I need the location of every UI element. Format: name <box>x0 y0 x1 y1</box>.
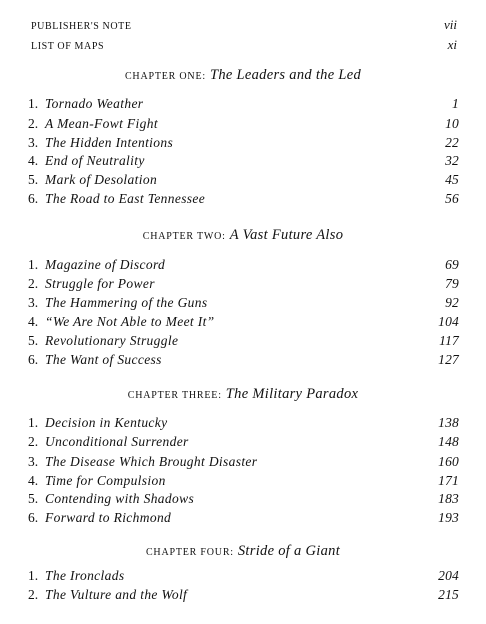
toc-entry <box>28 172 459 190</box>
toc-entry <box>28 454 459 472</box>
section-title: Revolutionary Struggle <box>45 333 179 348</box>
section-page: 193 <box>438 510 459 525</box>
front-matter-label: PUBLISHER'S NOTE <box>31 21 132 32</box>
section-page: 10 <box>445 116 459 131</box>
toc-entry <box>28 116 459 134</box>
section-page: 92 <box>445 295 459 310</box>
section-page: 117 <box>439 333 459 348</box>
section-title: Contending with Shadows <box>45 491 195 506</box>
section-title: The Hidden Intentions <box>45 135 174 150</box>
section-title: The Ironclads <box>45 568 125 583</box>
section-number: 1. <box>28 96 39 111</box>
chapter-number: CHAPTER FOUR: <box>145 547 234 558</box>
section-page: 22 <box>445 135 459 150</box>
section-title: A Mean-Fowt Fight <box>45 116 158 131</box>
section-page: 79 <box>445 276 459 291</box>
toc-entry <box>28 96 459 114</box>
section-number: 4. <box>28 153 39 168</box>
front-matter-publishers-note <box>31 17 457 31</box>
section-number: 6. <box>28 510 39 525</box>
toc-entry <box>28 568 459 586</box>
section-number: 1. <box>28 257 39 272</box>
section-page: 104 <box>438 314 459 329</box>
section-number: 1. <box>28 415 39 430</box>
section-number: 5. <box>28 172 39 187</box>
toc-entry <box>28 415 459 433</box>
section-page: 32 <box>445 153 459 168</box>
section-title: End of Neutrality <box>45 153 145 168</box>
section-title: “We Are Not Able to Meet It” <box>45 314 215 329</box>
toc-entry <box>28 153 459 171</box>
chapter-title: A Vast Future Also <box>229 227 344 243</box>
toc-entry <box>28 510 459 528</box>
chapter-heading <box>0 385 486 405</box>
section-title: Magazine of Discord <box>45 257 166 272</box>
section-title: Mark of Desolation <box>45 172 158 187</box>
chapter-heading <box>0 226 486 246</box>
section-number: 6. <box>28 352 39 367</box>
section-page: 204 <box>438 568 459 583</box>
front-matter-label: LIST OF MAPS <box>31 41 105 52</box>
section-number: 4. <box>28 314 39 329</box>
chapter-number: CHAPTER THREE: <box>127 390 222 401</box>
section-title: The Hammering of the Guns <box>45 295 208 310</box>
section-number: 3. <box>28 135 39 150</box>
section-title: The Vulture and the Wolf <box>45 587 188 602</box>
section-title: The Road to East Tennessee <box>45 191 206 206</box>
section-page: 171 <box>438 473 459 488</box>
section-number: 2. <box>28 587 39 602</box>
section-number: 3. <box>28 454 39 469</box>
section-number: 2. <box>28 116 39 131</box>
toc-entry <box>28 473 459 491</box>
toc-entry <box>28 587 459 605</box>
toc-entry <box>28 314 459 332</box>
chapter-heading <box>0 542 486 562</box>
section-number: 2. <box>28 276 39 291</box>
section-page: 56 <box>445 191 459 206</box>
toc-entry <box>28 191 459 209</box>
section-page: 160 <box>438 454 459 469</box>
toc-entry <box>28 434 459 452</box>
toc-entry <box>28 257 459 275</box>
section-title: Time for Compulsion <box>45 473 166 488</box>
section-number: 2. <box>28 434 39 449</box>
section-page: 148 <box>438 434 459 449</box>
chapter-title: The Leaders and the Led <box>209 67 362 83</box>
section-number: 1. <box>28 568 39 583</box>
section-number: 6. <box>28 191 39 206</box>
toc-entry <box>28 135 459 153</box>
toc-entry <box>28 491 459 509</box>
section-page: 183 <box>438 491 459 506</box>
section-title: Decision in Kentucky <box>45 415 168 430</box>
section-number: 5. <box>28 333 39 348</box>
section-number: 3. <box>28 295 39 310</box>
section-title: Forward to Richmond <box>45 510 172 525</box>
section-title: Unconditional Surrender <box>45 434 189 449</box>
section-page: 45 <box>445 172 459 187</box>
toc-entry <box>28 352 459 370</box>
section-title: The Want of Success <box>45 352 162 367</box>
section-title: The Disease Which Brought Disaster <box>45 454 258 469</box>
chapter-title: Stride of a Giant <box>237 543 341 559</box>
chapter-number: CHAPTER TWO: <box>142 231 226 242</box>
toc-entry <box>28 295 459 313</box>
front-matter-page: xi <box>447 37 457 52</box>
section-title: Struggle for Power <box>45 276 155 291</box>
chapter-heading <box>0 66 486 86</box>
section-number: 4. <box>28 473 39 488</box>
front-matter-page: vii <box>444 17 457 32</box>
chapter-title: The Military Paradox <box>225 386 359 402</box>
section-page: 215 <box>438 587 459 602</box>
section-page: 1 <box>452 96 459 111</box>
section-page: 69 <box>445 257 459 272</box>
section-page: 138 <box>438 415 459 430</box>
toc-entry <box>28 276 459 294</box>
toc-entry <box>28 333 459 351</box>
section-number: 5. <box>28 491 39 506</box>
section-title: Tornado Weather <box>45 96 144 111</box>
section-page: 127 <box>438 352 459 367</box>
chapter-number: CHAPTER ONE: <box>124 71 206 82</box>
front-matter-list-of-maps <box>31 37 457 51</box>
